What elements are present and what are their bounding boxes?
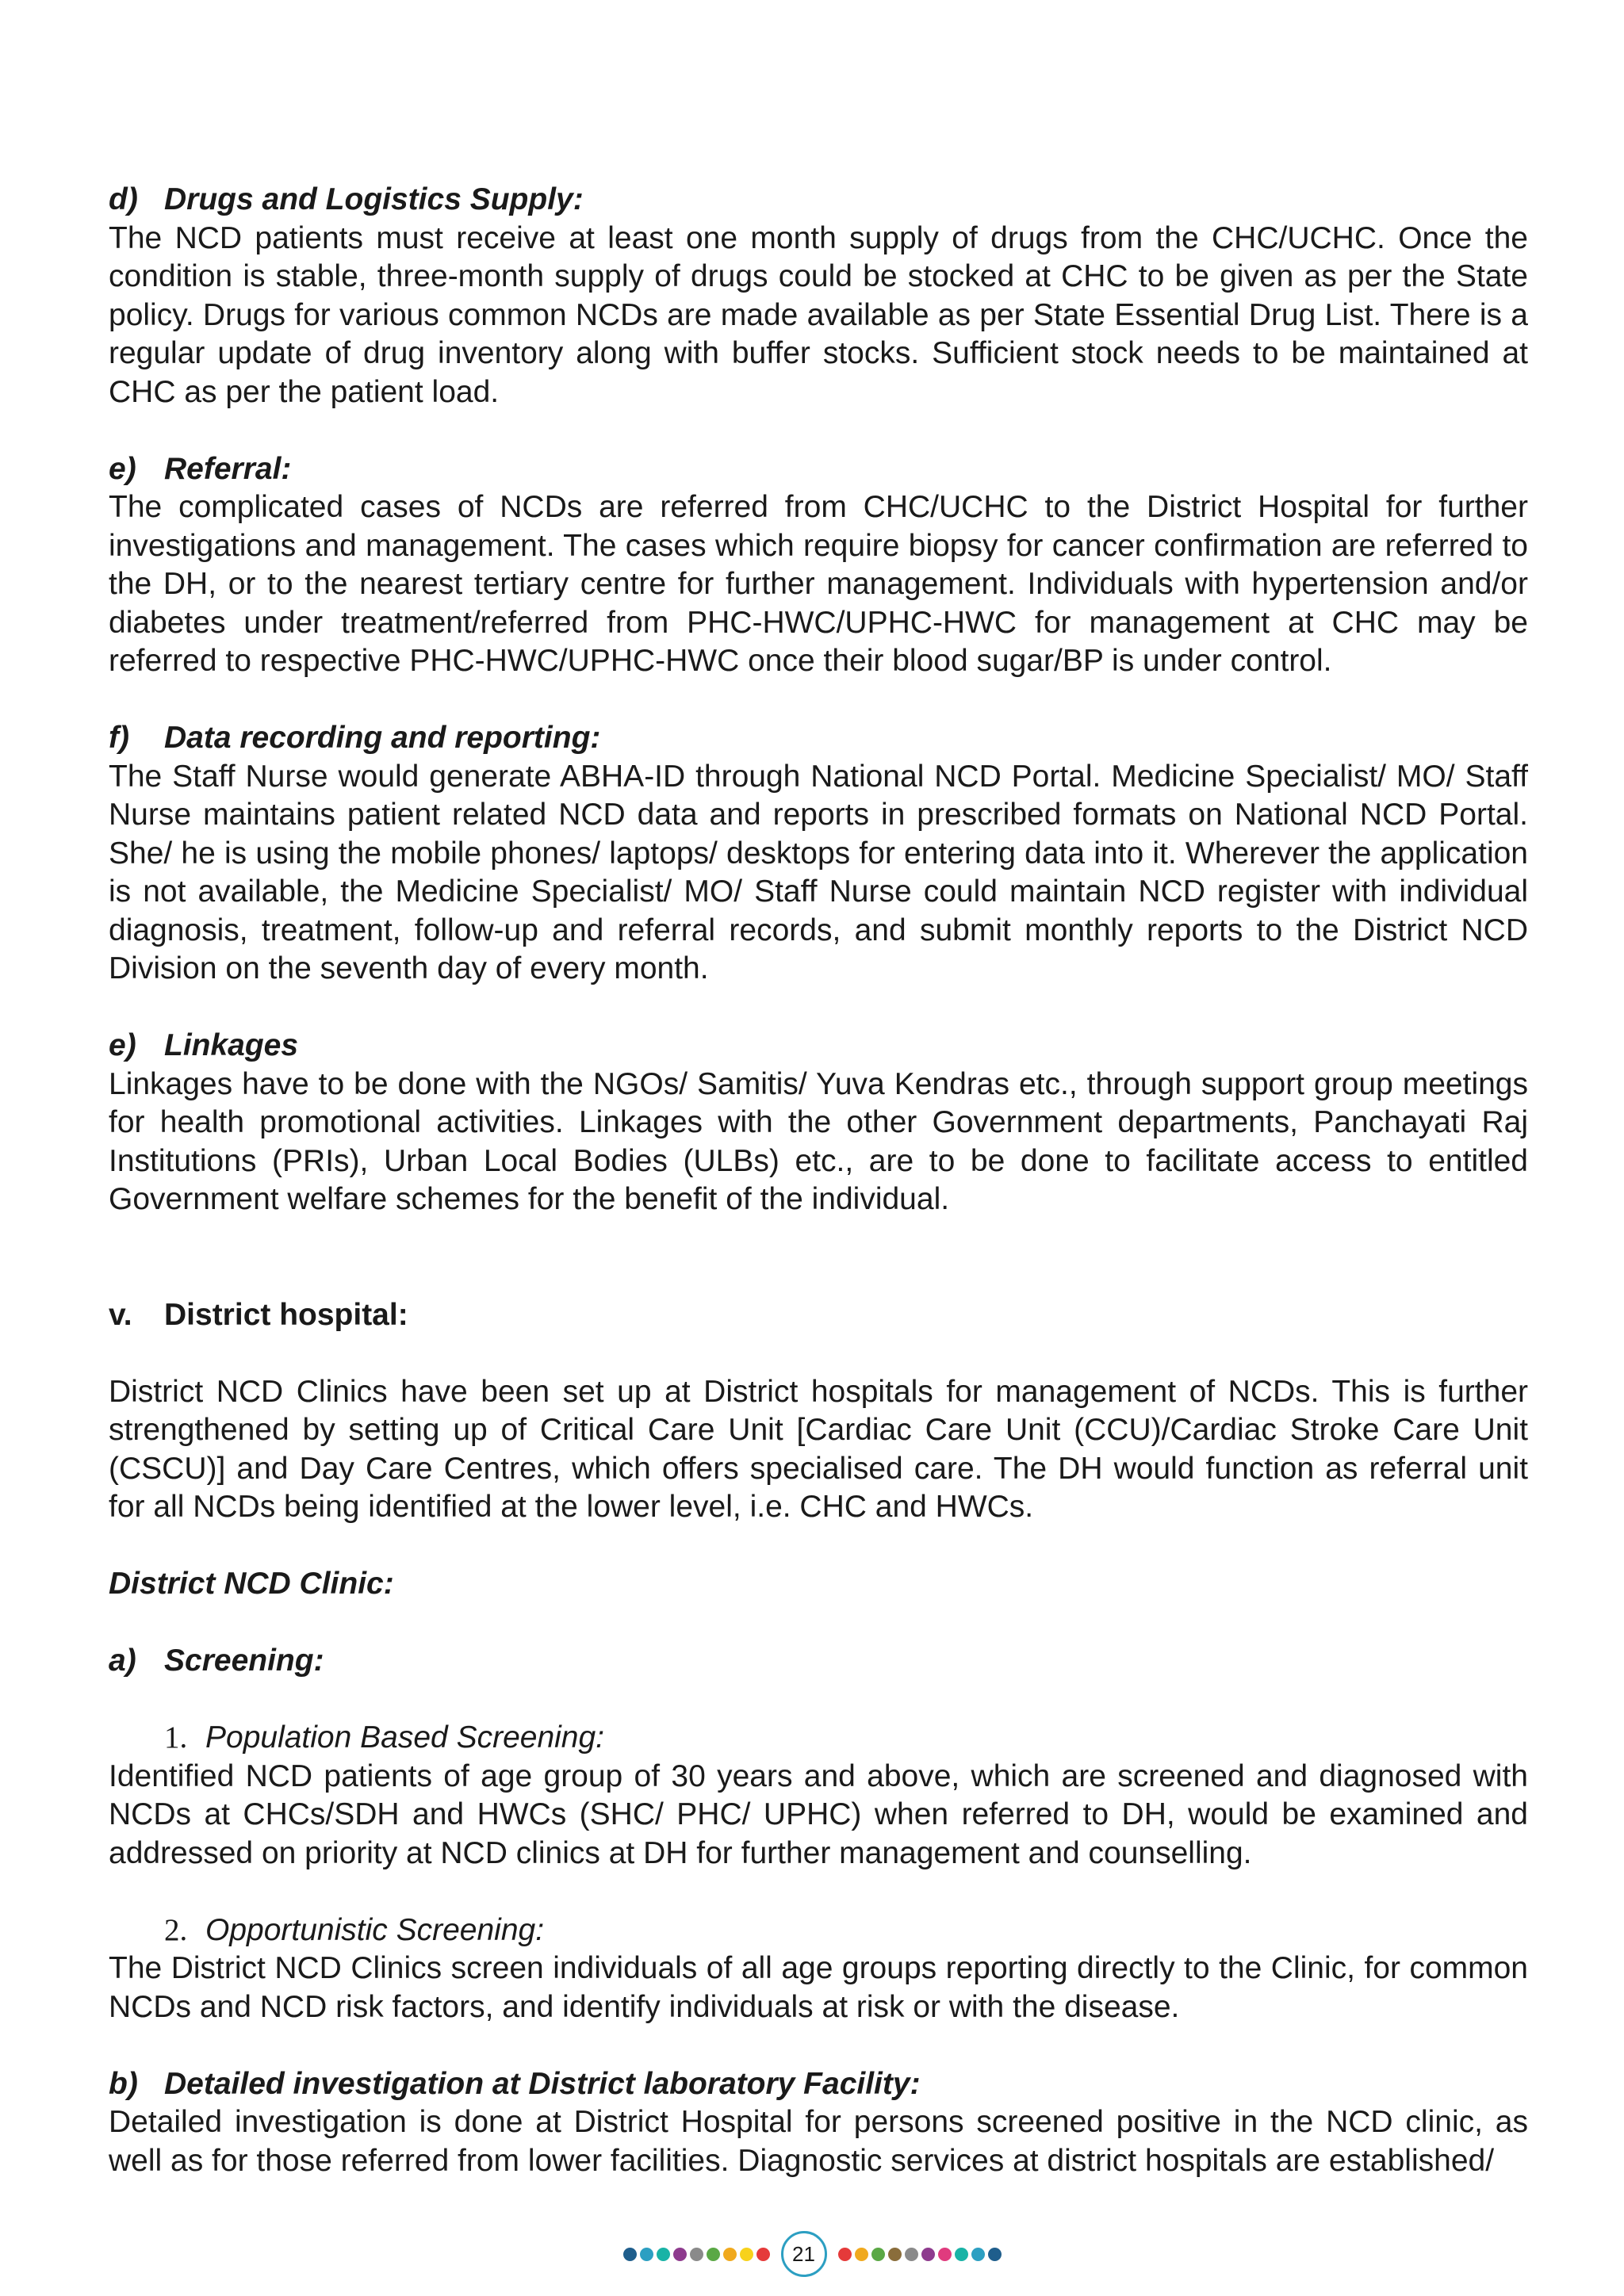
section-title: Drugs and Logistics Supply: xyxy=(164,182,584,216)
section-body-drugs: The NCD patients must receive at least one month supply of drugs from the CHC/UCHC. Once the condition is stable, three-month supply of drugs could be stocked at CHC to be given as per the State policy. Drugs for various common NCDs are made available as per State Essential Drug List. There is a regular update of drug inventory along with buffer stocks. Sufficient stock needs to be maintained at CHC as per the patient load. xyxy=(109,220,1528,409)
section-title: Data recording and reporting: xyxy=(164,721,601,755)
section-title: Screening: xyxy=(164,1644,324,1678)
footer-dot xyxy=(905,2248,918,2261)
page-content xyxy=(109,181,1528,2180)
section-label: e) xyxy=(109,1028,136,1062)
section-label: v. xyxy=(109,1297,132,1332)
section-title: District hospital: xyxy=(164,1297,408,1332)
section-label: b) xyxy=(109,2066,138,2101)
list-number: 1. xyxy=(164,1720,188,1755)
footer-dot xyxy=(673,2248,687,2261)
list-item-title: Population Based Screening: xyxy=(205,1720,605,1755)
footer-dot xyxy=(955,2248,968,2261)
section-body-linkages: Linkages have to be done with the NGOs/ Samitis/ Yuva Kendras etc., through support group meetings for health promotional activities. Linkages with the other Government departments, Panchayati Raj Institutions (PRIs), Urban Local Bodies (ULBs) etc., are to be done to facilitate access to entitled Government welfare schemes for the benefit of the individual. xyxy=(109,1066,1528,1216)
footer-dot xyxy=(921,2248,935,2261)
footer-dot xyxy=(871,2248,885,2261)
page-footer xyxy=(0,2226,1624,2282)
footer-dot xyxy=(690,2248,703,2261)
list-number: 2. xyxy=(164,1912,188,1947)
section-title: Linkages xyxy=(164,1028,299,1062)
section-heading-investigation xyxy=(109,2065,1528,2104)
list-item-title: Opportunistic Screening: xyxy=(205,1912,545,1947)
section-heading-data-recording xyxy=(109,719,1528,758)
section-label: e) xyxy=(109,451,136,486)
page-number: 21 xyxy=(781,2231,827,2277)
footer-dot xyxy=(740,2248,753,2261)
section-body-data-recording: The Staff Nurse would generate ABHA-ID through National NCD Portal. Medicine Specialist/ MO/ Staff Nurse maintains patient related NCD data and reports in prescribed formats on National NCD Portal. She/ he is using the mobile phones/ laptops/ desktops for entering data into it. Wherever the application is not available, the Medicine Specialist/ MO/ Staff Nurse could maintain NCD register with individual diagnosis, treatment, follow-up and referral records, and submit monthly reports to the District NCD Division on the seventh day of every month. xyxy=(109,759,1528,985)
footer-dot xyxy=(988,2248,1002,2261)
list-item-heading xyxy=(109,1911,1528,1950)
footer-dot xyxy=(938,2248,952,2261)
list-item-body: The District NCD Clinics screen individuals of all age groups reporting directly to the Clinic, for common NCDs and NCD risk factors, and identify individuals at risk or with the disease. xyxy=(109,1951,1528,2024)
footer-dot xyxy=(657,2248,670,2261)
section-label: f) xyxy=(109,721,129,755)
section-title: Referral: xyxy=(164,451,292,486)
footer-dot xyxy=(838,2248,852,2261)
section-heading-linkages xyxy=(109,1027,1528,1066)
section-label: d) xyxy=(109,182,138,216)
list-item-heading xyxy=(109,1719,1528,1758)
footer-dot xyxy=(623,2248,637,2261)
footer-dots-right xyxy=(838,2248,1002,2261)
section-body-investigation: Detailed investigation is done at District Hospital for persons screened positive in the NCD clinic, as well as for those referred from lower facilities. Diagnostic services at district hospitals are established/ xyxy=(109,2105,1528,2178)
section-heading-referral xyxy=(109,450,1528,489)
footer-dots-left xyxy=(623,2248,770,2261)
section-heading-drugs xyxy=(109,181,1528,220)
list-item-body: Identified NCD patients of age group of 30 years and above, which are screened and diagnosed with NCDs at CHCs/SDH and HWCs (SHC/ PHC/ UPHC) when referred to DH, would be examined and addressed on priority at NCD clinics at DH for further management and counselling. xyxy=(109,1758,1528,1870)
footer-dot xyxy=(707,2248,720,2261)
footer-dot xyxy=(888,2248,902,2261)
footer-dot xyxy=(756,2248,770,2261)
section-heading-district-hospital xyxy=(109,1296,1528,1335)
subheading-district-ncd-clinic: District NCD Clinic: xyxy=(109,1567,394,1601)
footer-dot xyxy=(855,2248,868,2261)
section-body-referral: The complicated cases of NCDs are referred from CHC/UCHC to the District Hospital for further investigations and management. The cases which require biopsy for cancer confirmation are referred to the DH, or to the nearest tertiary centre for further management. Individuals with hypertension and/or diabetes under treatment/referred from PHC-HWC/UPHC-HWC for management at CHC may be referred to respective PHC-HWC/UPHC-HWC once their blood sugar/BP is under control. xyxy=(109,490,1528,678)
section-body-district-hospital: District NCD Clinics have been set up at District hospitals for management of NCDs. This is further strengthened by setting up of Critical Care Unit [Cardiac Care Unit (CCU)/Cardiac Stroke Care Unit (CSCU)] and Day Care Centres, which offers specialised care. The DH would function as referral unit for all NCDs being identified at the lower level, i.e. CHC and HWCs. xyxy=(109,1374,1528,1524)
section-label: a) xyxy=(109,1644,136,1678)
section-title: Detailed investigation at District laboratory Facility: xyxy=(164,2066,921,2101)
footer-dot xyxy=(971,2248,985,2261)
footer-dot xyxy=(640,2248,653,2261)
footer-dot xyxy=(723,2248,737,2261)
section-heading-screening xyxy=(109,1642,1528,1681)
